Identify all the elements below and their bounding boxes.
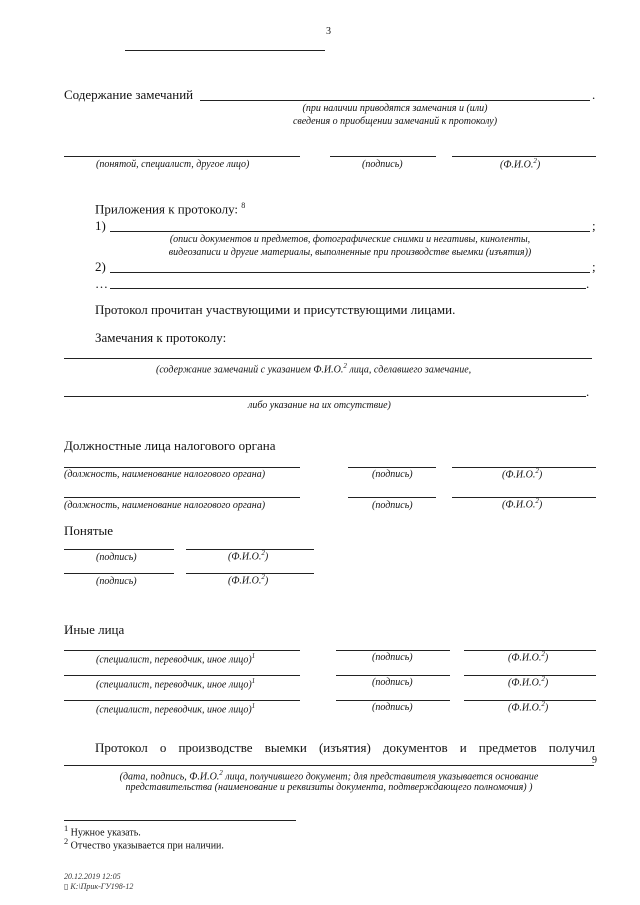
witness-1-name-caption: (Ф.И.О.$^2$)	[228, 549, 269, 563]
other-2-name-caption: (Ф.И.О.$^2$)	[508, 675, 549, 689]
computer-icon: ▯	[64, 882, 69, 891]
other-1-role-caption: (специалист, переводчик, иное лицо)$^1$	[96, 652, 256, 666]
witness-1-signature-caption: (подпись)	[96, 552, 137, 563]
official-1-role-caption: (должность, наименование налогового органа)	[64, 469, 266, 480]
receipt-caption-1: (дата, подпись, Ф.И.О.$^2$ лица, получившего документ; для представителя указывается основание	[119, 769, 539, 783]
remarks-signature-line[interactable]	[330, 156, 436, 157]
print-stamp-date: 20.12.2019 12:05	[64, 872, 121, 881]
official-1-signature-caption: (подпись)	[372, 469, 413, 480]
top-rule	[125, 50, 325, 51]
attachment-more-line[interactable]	[110, 288, 586, 289]
official-2-role-caption: (должность, наименование налогового органа)	[64, 500, 266, 511]
witness-1-signature-line[interactable]	[64, 549, 174, 550]
protocol-remarks-end: .	[586, 384, 590, 399]
footnote-2: $^2$ Отчество указывается при наличии.	[64, 837, 224, 852]
other-1-signature-caption: (подпись)	[372, 652, 413, 663]
read-statement: Протокол прочитан участвующими и присутствующими лицами.	[95, 302, 456, 317]
attachment-2-end: ;	[592, 259, 596, 274]
protocol-remarks-caption-1: (содержание замечаний с указанием Ф.И.О.$^2$ лица, сделавшего замечание,	[156, 362, 472, 376]
attachments-caption-2: видеозаписи и другие материалы, выполненные при производстве выемки (изъятия))	[168, 247, 532, 258]
other-2-role-caption: (специалист, переводчик, иное лицо)$^1$	[96, 677, 256, 691]
attachment-1-label: 1)	[95, 218, 106, 233]
official-1-name-caption: (Ф.И.О.$^2$)	[502, 467, 543, 481]
attachments-heading: Приложения к протоколу: $^8$	[95, 201, 246, 217]
other-2-signature-caption: (подпись)	[372, 677, 413, 688]
other-3-role-line[interactable]	[64, 700, 300, 701]
witness-2-name-caption: (Ф.И.О.$^2$)	[228, 573, 269, 587]
receipt-line[interactable]	[64, 765, 594, 766]
remarks-fill-line[interactable]	[200, 100, 590, 101]
other-1-signature-line[interactable]	[336, 650, 450, 651]
attachment-ellipsis-end: .	[586, 276, 590, 291]
others-heading: Иные лица	[64, 622, 125, 637]
protocol-remarks-heading: Замечания к протоколу:	[95, 330, 227, 345]
footnote-separator	[64, 820, 296, 821]
official-2-name-caption: (Ф.И.О.$^2$)	[502, 497, 543, 511]
protocol-remarks-caption-2: либо указание на их отсутствие)	[248, 400, 391, 411]
footnote-1: $^1$ Нужное указать.	[64, 824, 141, 839]
other-3-signature-caption: (подпись)	[372, 702, 413, 713]
receipt-sup: 9	[592, 755, 597, 766]
official-1-role-line[interactable]	[64, 467, 300, 468]
attachment-2-line[interactable]	[110, 272, 590, 273]
witnesses-heading: Понятые	[64, 523, 114, 538]
attachment-1-line[interactable]	[110, 231, 590, 232]
remarks-label: Содержание замечаний	[64, 87, 194, 102]
other-1-role-line[interactable]	[64, 650, 300, 651]
protocol-remarks-line-2[interactable]	[64, 396, 586, 397]
receipt-caption-2: представительства (наименование и реквизиты документа, подтверждающего полномочия) )	[125, 782, 533, 793]
remarks-caption-2: сведения о приобщении замечаний к протоколу)	[292, 116, 498, 127]
remarks-name-caption: (Ф.И.О.$^2$)	[500, 157, 541, 171]
official-2-signature-caption: (подпись)	[372, 500, 413, 511]
attachment-2-label: 2)	[95, 259, 106, 274]
print-stamp-path: ▯ К:\Прик-ГУ198-12	[64, 882, 134, 891]
attachment-1-end: ;	[592, 218, 596, 233]
other-3-signature-line[interactable]	[336, 700, 450, 701]
protocol-remarks-line-1[interactable]	[64, 358, 592, 359]
receipt-statement: Протокол о производстве выемки (изъятия) документов и предметов получил	[95, 740, 595, 755]
other-2-role-line[interactable]	[64, 675, 300, 676]
other-3-name-caption: (Ф.И.О.$^2$)	[508, 700, 549, 714]
remarks-end-mark: .	[592, 87, 596, 102]
witness-2-signature-line[interactable]	[64, 573, 174, 574]
other-1-name-caption: (Ф.И.О.$^2$)	[508, 650, 549, 664]
attachments-caption-1: (описи документов и предметов, фотографические снимки и негативы, киноленты,	[169, 234, 531, 245]
other-2-signature-line[interactable]	[336, 675, 450, 676]
remarks-signature-caption: (подпись)	[362, 159, 403, 170]
officials-heading: Должностные лица налогового органа	[64, 438, 276, 453]
remarks-role-line[interactable]	[64, 156, 300, 157]
remarks-caption-1: (при наличии приводятся замечания и (или)	[302, 103, 488, 114]
page-number: 3	[326, 26, 331, 37]
official-1-signature-line[interactable]	[348, 467, 436, 468]
attachment-ellipsis: …	[95, 276, 108, 291]
witness-2-signature-caption: (подпись)	[96, 576, 137, 587]
official-2-role-line[interactable]	[64, 497, 300, 498]
other-3-role-caption: (специалист, переводчик, иное лицо)$^1$	[96, 702, 256, 716]
remarks-role-caption: (понятой, специалист, другое лицо)	[96, 159, 250, 170]
official-2-signature-line[interactable]	[348, 497, 436, 498]
